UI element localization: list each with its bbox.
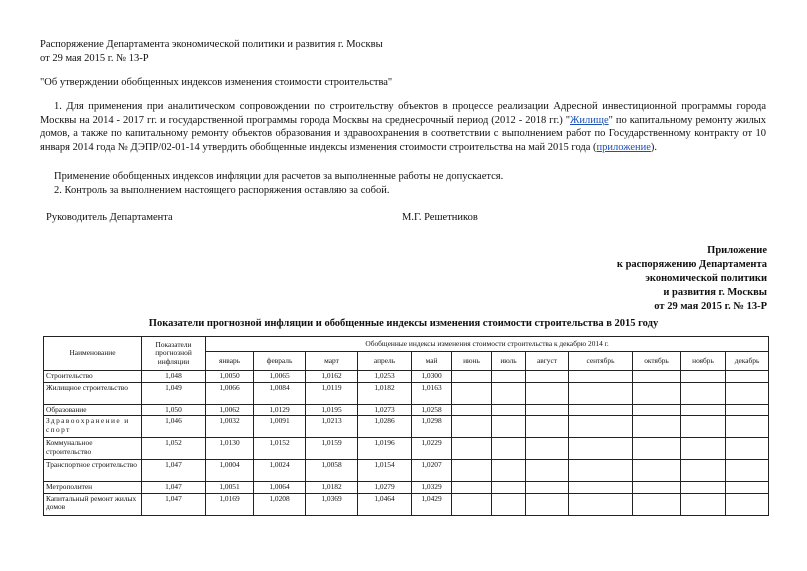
row-name: Метрополитен [44, 482, 142, 494]
empty-cell [726, 382, 769, 404]
empty-cell [452, 493, 492, 515]
empty-cell [681, 404, 726, 416]
empty-cell [633, 482, 681, 494]
row-forecast: 1,052 [142, 438, 206, 460]
order-header-line2: от 29 мая 2015 г. № 13-Р [40, 53, 149, 64]
empty-cell [633, 371, 681, 383]
empty-cell [569, 404, 633, 416]
row-value: 1,0298 [412, 416, 452, 438]
empty-cell [526, 371, 569, 383]
row-value: 1,0273 [358, 404, 412, 416]
row-forecast: 1,046 [142, 416, 206, 438]
row-value: 1,0182 [306, 482, 358, 494]
row-name: Здравоохранение и спорт [44, 416, 142, 438]
empty-cell [681, 482, 726, 494]
row-value: 1,0182 [358, 382, 412, 404]
table-row [44, 416, 769, 438]
row-value: 1,0130 [206, 438, 254, 460]
appendix-line-2: к распоряжению Департамента [616, 259, 767, 270]
month-header: июль [492, 352, 526, 371]
empty-cell [681, 416, 726, 438]
empty-cell [681, 371, 726, 383]
row-name: Коммунальное строительство [44, 438, 142, 460]
row-value: 1,0050 [206, 371, 254, 383]
empty-cell [681, 382, 726, 404]
empty-cell [633, 404, 681, 416]
row-value: 1,0129 [254, 404, 306, 416]
empty-cell [633, 438, 681, 460]
row-value: 1,0159 [306, 438, 358, 460]
empty-cell [452, 382, 492, 404]
empty-cell [633, 460, 681, 482]
empty-cell [569, 493, 633, 515]
order-title: "Об утверждении обобщенных индексов изменения стоимости строительства" [40, 77, 393, 88]
empty-cell [681, 493, 726, 515]
empty-cell [726, 371, 769, 383]
appendix-line-3: экономической политики [645, 273, 767, 284]
empty-cell [681, 438, 726, 460]
row-name: Капитальный ремонт жилых домов [44, 493, 142, 515]
month-header: февраль [254, 352, 306, 371]
month-header: август [526, 352, 569, 371]
month-header: март [306, 352, 358, 371]
paragraph-1-text-b: " по капитальному ремонту жилых домов, а также по капитальному ремонту объектов образования и здравоохранения в соответствии с выполнением работ по Государственному контракту от 10 января 2014 года № ДЭПР/02-01-14 утвердить обобщенные индексы изменения стоимости строительства на май 2015 года ( [40, 114, 766, 153]
row-value: 1,0300 [412, 371, 452, 383]
row-value: 1,0064 [254, 482, 306, 494]
month-header: июнь [452, 352, 492, 371]
row-name: Строительство [44, 371, 142, 383]
empty-cell [452, 416, 492, 438]
row-value: 1,0062 [206, 404, 254, 416]
row-forecast: 1,049 [142, 382, 206, 404]
row-value: 1,0329 [412, 482, 452, 494]
row-value: 1,0208 [254, 493, 306, 515]
empty-cell [569, 482, 633, 494]
row-value: 1,0253 [358, 371, 412, 383]
empty-cell [526, 382, 569, 404]
empty-cell [526, 438, 569, 460]
month-header: май [412, 352, 452, 371]
paragraph-1-text-c: ). [650, 141, 658, 153]
link-zhilishche[interactable]: Жилище [570, 114, 609, 126]
row-value: 1,0163 [412, 382, 452, 404]
table-row [44, 404, 769, 416]
link-appendix[interactable]: приложение [596, 141, 651, 153]
row-value: 1,0051 [206, 482, 254, 494]
row-value: 1,0169 [206, 493, 254, 515]
empty-cell [526, 460, 569, 482]
indices-table [43, 336, 769, 516]
empty-cell [726, 404, 769, 416]
col-header-forecast: Показатели прогнозной инфляции [142, 337, 206, 371]
empty-cell [726, 493, 769, 515]
row-value: 1,0119 [306, 382, 358, 404]
appendix-line-4: и развития г. Москвы [663, 287, 767, 298]
row-value: 1,0196 [358, 438, 412, 460]
empty-cell [726, 416, 769, 438]
table-row [44, 493, 769, 515]
table-row [44, 482, 769, 494]
row-value: 1,0091 [254, 416, 306, 438]
month-header: декабрь [726, 352, 769, 371]
row-value: 1,0058 [306, 460, 358, 482]
paragraph-2: Применение обобщенных индексов инфляции для расчетов за выполненные работы не допускается. [54, 171, 504, 182]
empty-cell [569, 382, 633, 404]
empty-cell [526, 404, 569, 416]
row-value: 1,0207 [412, 460, 452, 482]
order-header-line1: Распоряжение Департамента экономической политики и развития г. Москвы [40, 39, 383, 50]
empty-cell [452, 438, 492, 460]
appendix-line-1: Приложение [707, 245, 767, 256]
row-name: Образование [44, 404, 142, 416]
row-forecast: 1,048 [142, 371, 206, 383]
table-row [44, 371, 769, 383]
col-group-header: Обобщенные индексы изменения стоимости строительства к декабрю 2014 г. [206, 337, 769, 352]
row-value: 1,0195 [306, 404, 358, 416]
empty-cell [633, 493, 681, 515]
empty-cell [492, 416, 526, 438]
row-value: 1,0258 [412, 404, 452, 416]
row-name: Жилищное строительство [44, 382, 142, 404]
appendix-line-5: от 29 мая 2015 г. № 13-Р [654, 301, 767, 312]
empty-cell [633, 382, 681, 404]
month-header: апрель [358, 352, 412, 371]
empty-cell [726, 482, 769, 494]
signature-position: Руководитель Департамента [46, 212, 173, 223]
row-value: 1,0154 [358, 460, 412, 482]
row-value: 1,0279 [358, 482, 412, 494]
empty-cell [726, 460, 769, 482]
paragraph-3: 2. Контроль за выполнением настоящего распоряжения оставляю за собой. [54, 185, 390, 196]
row-value: 1,0024 [254, 460, 306, 482]
paragraph-1-text-a: 1. Для применения при аналитическом сопровождении по строительству объектов в процессе реализации Адресной инвестиционной программы города Москвы на 2014 - 2017 гг. и государственной программы города Москвы на среднесрочный период (2012 - 2018 гг.) " [40, 101, 766, 126]
signature-name: М.Г. Решетников [402, 212, 478, 223]
row-value: 1,0429 [412, 493, 452, 515]
empty-cell [726, 438, 769, 460]
empty-cell [526, 482, 569, 494]
row-value: 1,0032 [206, 416, 254, 438]
empty-cell [452, 371, 492, 383]
row-value: 1,0369 [306, 493, 358, 515]
row-value: 1,0162 [306, 371, 358, 383]
row-value: 1,0004 [206, 460, 254, 482]
empty-cell [492, 371, 526, 383]
empty-cell [492, 460, 526, 482]
month-header: сентябрь [569, 352, 633, 371]
empty-cell [452, 404, 492, 416]
table-row [44, 382, 769, 404]
row-value: 1,0286 [358, 416, 412, 438]
empty-cell [569, 416, 633, 438]
row-value: 1,0229 [412, 438, 452, 460]
row-forecast: 1,050 [142, 404, 206, 416]
table-title: Показатели прогнозной инфляции и обобщенные индексы изменения стоимости строительства в 2015 году [148, 318, 659, 329]
empty-cell [492, 438, 526, 460]
empty-cell [526, 493, 569, 515]
empty-cell [569, 460, 633, 482]
paragraph-1 [40, 100, 766, 154]
row-value: 1,0065 [254, 371, 306, 383]
month-header: ноябрь [681, 352, 726, 371]
row-forecast: 1,047 [142, 460, 206, 482]
empty-cell [492, 382, 526, 404]
empty-cell [633, 416, 681, 438]
month-header: январь [206, 352, 254, 371]
empty-cell [452, 460, 492, 482]
table-row [44, 460, 769, 482]
empty-cell [492, 404, 526, 416]
row-value: 1,0152 [254, 438, 306, 460]
month-header: октябрь [633, 352, 681, 371]
empty-cell [452, 482, 492, 494]
empty-cell [569, 371, 633, 383]
row-value: 1,0084 [254, 382, 306, 404]
row-forecast: 1,047 [142, 482, 206, 494]
table-row [44, 438, 769, 460]
empty-cell [569, 438, 633, 460]
empty-cell [492, 482, 526, 494]
row-value: 1,0213 [306, 416, 358, 438]
row-name: Транспортное строительство [44, 460, 142, 482]
empty-cell [526, 416, 569, 438]
row-value: 1,0464 [358, 493, 412, 515]
row-forecast: 1,047 [142, 493, 206, 515]
row-value: 1,0066 [206, 382, 254, 404]
empty-cell [681, 460, 726, 482]
col-header-name: Наименование [44, 337, 142, 371]
empty-cell [492, 493, 526, 515]
